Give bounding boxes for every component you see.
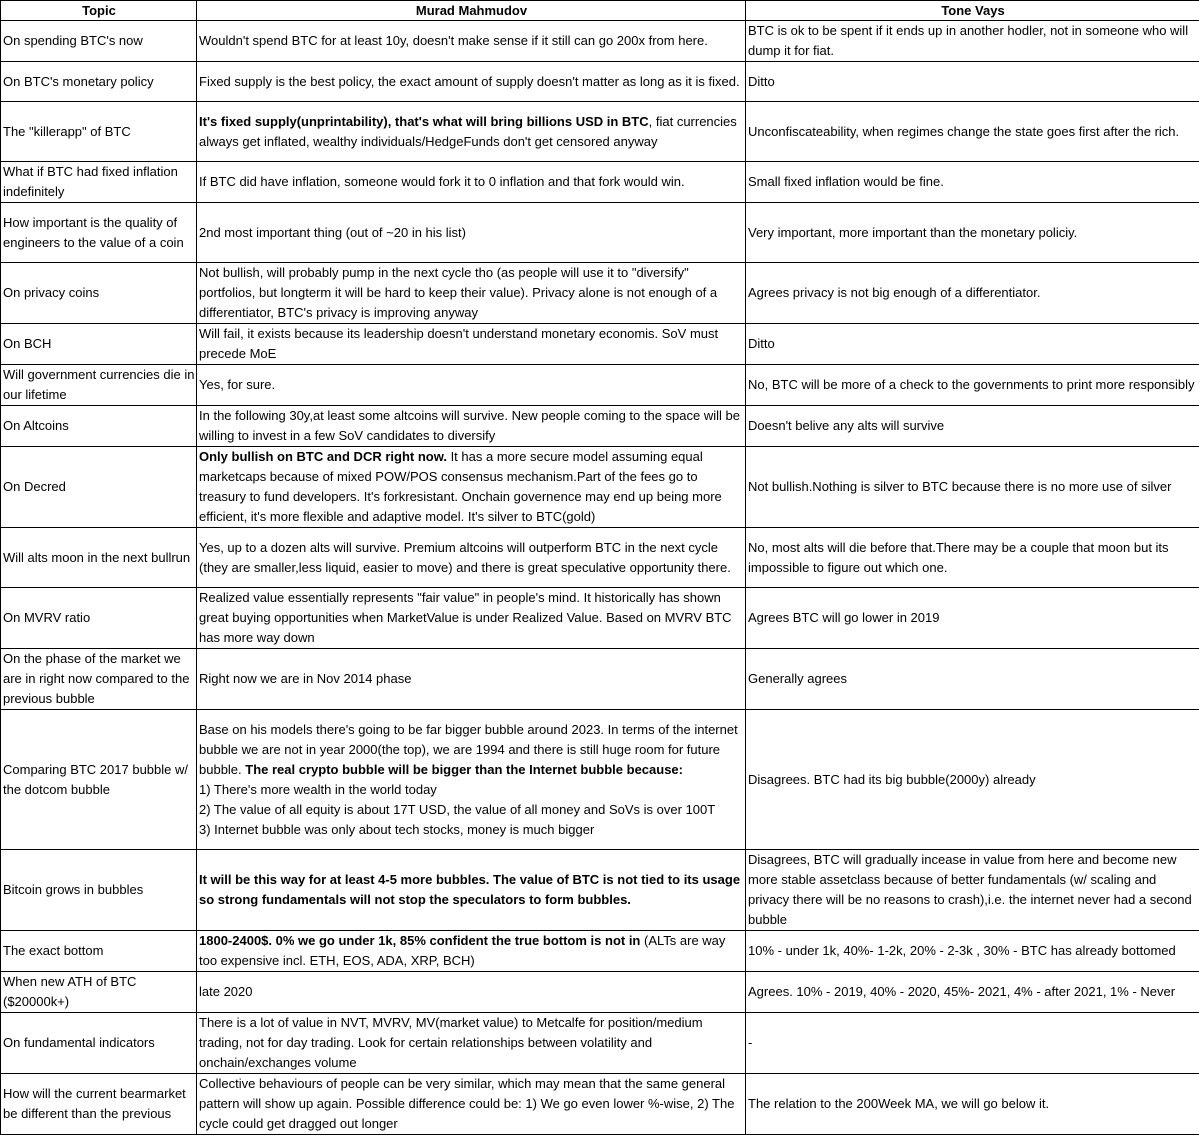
murad-cell: Yes, for sure. [197,365,746,406]
header-row [1,1,1199,21]
murad-cell: Will fail, it exists because its leadership doesn't understand monetary economis. SoV must precede MoE [197,324,746,365]
topic-cell: On the phase of the market we are in right now compared to the previous bubble [1,649,197,710]
topic-cell: On privacy coins [1,263,197,324]
murad-text: It has a more secure model assuming equal marketcaps because of mixed POW/POS consensus mechanism.Part of the fees go to treasury to fund developers. It's forkresistant. Onchain governence may end up being more efficient, it's more flexible and adaptive model. It's silver to BTC(gold) [199,449,722,524]
topic-cell: Comparing BTC 2017 bubble w/ the dotcom bubble [1,710,197,850]
tone-cell: Agrees BTC will go lower in 2019 [746,588,1199,649]
bubble-point: 1) There's more wealth in the world today [199,780,744,800]
table-row [1,972,1199,1013]
table-row [1,931,1199,972]
murad-text: , fiat currencies always get inflated, wealthy individuals/HedgeFunds don't get censored anyway [199,114,737,149]
murad-bold-text: 1800-2400$. 0% we go under 1k, 85% confident the true bottom is not in [199,933,640,948]
table-row [1,21,1199,62]
topic-cell: On Decred [1,447,197,528]
topic-cell: On Altcoins [1,406,197,447]
topic-cell: Will government currencies die in our lifetime [1,365,197,406]
murad-cell: In the following 30y,at least some altcoins will survive. New people coming to the space will be willing to invest in a few SoV candidates to diversify [197,406,746,447]
topic-cell: The "killerapp" of BTC [1,102,197,162]
murad-cell [197,102,746,162]
topic-cell: How will the current bearmarket be different than the previous [1,1074,197,1135]
topic-cell: How important is the quality of engineers to the value of a coin [1,203,197,263]
tone-cell: Disagrees. BTC had its big bubble(2000y) already [746,710,1199,850]
murad-cell: Realized value essentially represents "fair value" in people's mind. It historically has shown great buying opportunities when MarketValue is under Realized Value. Based on MVRV BTC has more way down [197,588,746,649]
murad-bold-text: It will be this way for at least 4-5 more bubbles. The value of BTC is not tied to its usage so strong fundamentals will not stop the speculators to form bubbles. [199,872,740,907]
murad-cell [197,931,746,972]
tone-cell: BTC is ok to be spent if it ends up in another hodler, not in someone who will dump it for fiat. [746,21,1199,62]
tone-cell: No, most alts will die before that.There may be a couple that moon but its impossible to figure out which one. [746,528,1199,588]
topic-cell: On BCH [1,324,197,365]
murad-cell: Collective behaviours of people can be very similar, which may mean that the same general pattern will show up again. Possible difference could be: 1) We go even lower %-wise, 2) The cycle could get dragged out longer [197,1074,746,1135]
topic-cell: On MVRV ratio [1,588,197,649]
topic-cell: When new ATH of BTC ($20000k+) [1,972,197,1013]
tone-cell: Agrees privacy is not big enough of a differentiator. [746,263,1199,324]
header-murad: Murad Mahmudov [197,1,746,21]
murad-cell: Not bullish, will probably pump in the next cycle tho (as people will use it to "diversify" portfolios, but longterm it will be hard to keep their value). Privacy alone is not enough of a differentiator, BTC's privacy is improving anyway [197,263,746,324]
tone-cell: 10% - under 1k, 40%- 1-2k, 20% - 2-3k , 30% - BTC has already bottomed [746,931,1199,972]
table-row [1,447,1199,528]
murad-text: Base on his models there's going to be far bigger bubble around 2023. In terms of the internet bubble we are not in year 2000(the top), we are 1994 and there is still huge room for future bubble. [199,722,738,777]
topic-cell: On fundamental indicators [1,1013,197,1074]
table-row [1,263,1199,324]
table-row [1,649,1199,710]
murad-bold-text: Only bullish on BTC and DCR right now. [199,449,447,464]
tone-cell: Small fixed inflation would be fine. [746,162,1199,203]
table-row [1,365,1199,406]
table-row [1,1013,1199,1074]
murad-cell: If BTC did have inflation, someone would fork it to 0 inflation and that fork would win. [197,162,746,203]
header-topic: Topic [1,1,197,21]
topic-cell: On spending BTC's now [1,21,197,62]
topic-cell: Bitcoin grows in bubbles [1,850,197,931]
tone-cell: Ditto [746,62,1199,102]
topic-cell: On BTC's monetary policy [1,62,197,102]
table-row [1,588,1199,649]
tone-cell: Ditto [746,324,1199,365]
murad-cell: Fixed supply is the best policy, the exact amount of supply doesn't matter as long as it is fixed. [197,62,746,102]
table-row [1,62,1199,102]
tone-cell: Doesn't belive any alts will survive [746,406,1199,447]
murad-cell [197,447,746,528]
tone-cell: The relation to the 200Week MA, we will go below it. [746,1074,1199,1135]
table-row [1,324,1199,365]
table-row [1,102,1199,162]
table-row [1,850,1199,931]
murad-cell: There is a lot of value in NVT, MVRV, MV(market value) to Metcalfe for position/medium trading, not for day trading. Look for certain relationships between volatility and onchain/exchanges volume [197,1013,746,1074]
bubble-point: 2) The value of all equity is about 17T USD, the value of all money and SoVs is over 100T [199,800,744,820]
topic-cell: What if BTC had fixed inflation indefinitely [1,162,197,203]
murad-text: (ALTs are way too expensive incl. ETH, EOS, ADA, XRP, BCH) [199,933,725,968]
table-row [1,710,1199,850]
topic-cell: Will alts moon in the next bullrun [1,528,197,588]
table-row [1,1074,1199,1135]
murad-cell [197,850,746,931]
tone-cell: No, BTC will be more of a check to the governments to print more responsibly [746,365,1199,406]
murad-bold-text: The real crypto bubble will be bigger than the Internet bubble because: [245,762,683,777]
murad-bold-text: It's fixed supply(unprintability), that's what will bring billions USD in BTC [199,114,649,129]
topic-cell: The exact bottom [1,931,197,972]
tone-cell: Agrees. 10% - 2019, 40% - 2020, 45%- 2021, 4% - after 2021, 1% - Never [746,972,1199,1013]
table-row [1,162,1199,203]
tone-cell: Not bullish.Nothing is silver to BTC because there is no more use of silver [746,447,1199,528]
table-row [1,406,1199,447]
murad-cell: 2nd most important thing (out of ~20 in his list) [197,203,746,263]
murad-cell: Wouldn't spend BTC for at least 10y, doesn't make sense if it still can go 200x from here. [197,21,746,62]
header-tone: Tone Vays [746,1,1199,21]
murad-cell: late 2020 [197,972,746,1013]
tone-cell: Generally agrees [746,649,1199,710]
murad-cell: Yes, up to a dozen alts will survive. Premium altcoins will outperform BTC in the next cycle (they are smaller,less liquid, easier to move) and there is great speculative opportunity there. [197,528,746,588]
tone-cell: Disagrees, BTC will gradually incease in value from here and become new more stable assetclass because of better fundamentals (w/ scaling and privacy there will be no reasons to crash),i.e. the internet never had a second bubble [746,850,1199,931]
murad-cell: Right now we are in Nov 2014 phase [197,649,746,710]
tone-cell: Unconfiscateability, when regimes change the state goes first after the rich. [746,102,1199,162]
tone-cell: Very important, more important than the monetary policiy. [746,203,1199,263]
tone-cell: - [746,1013,1199,1074]
bubble-point: 3) Internet bubble was only about tech stocks, money is much bigger [199,820,744,840]
table-row [1,203,1199,263]
table-row [1,528,1199,588]
murad-cell [197,710,746,850]
